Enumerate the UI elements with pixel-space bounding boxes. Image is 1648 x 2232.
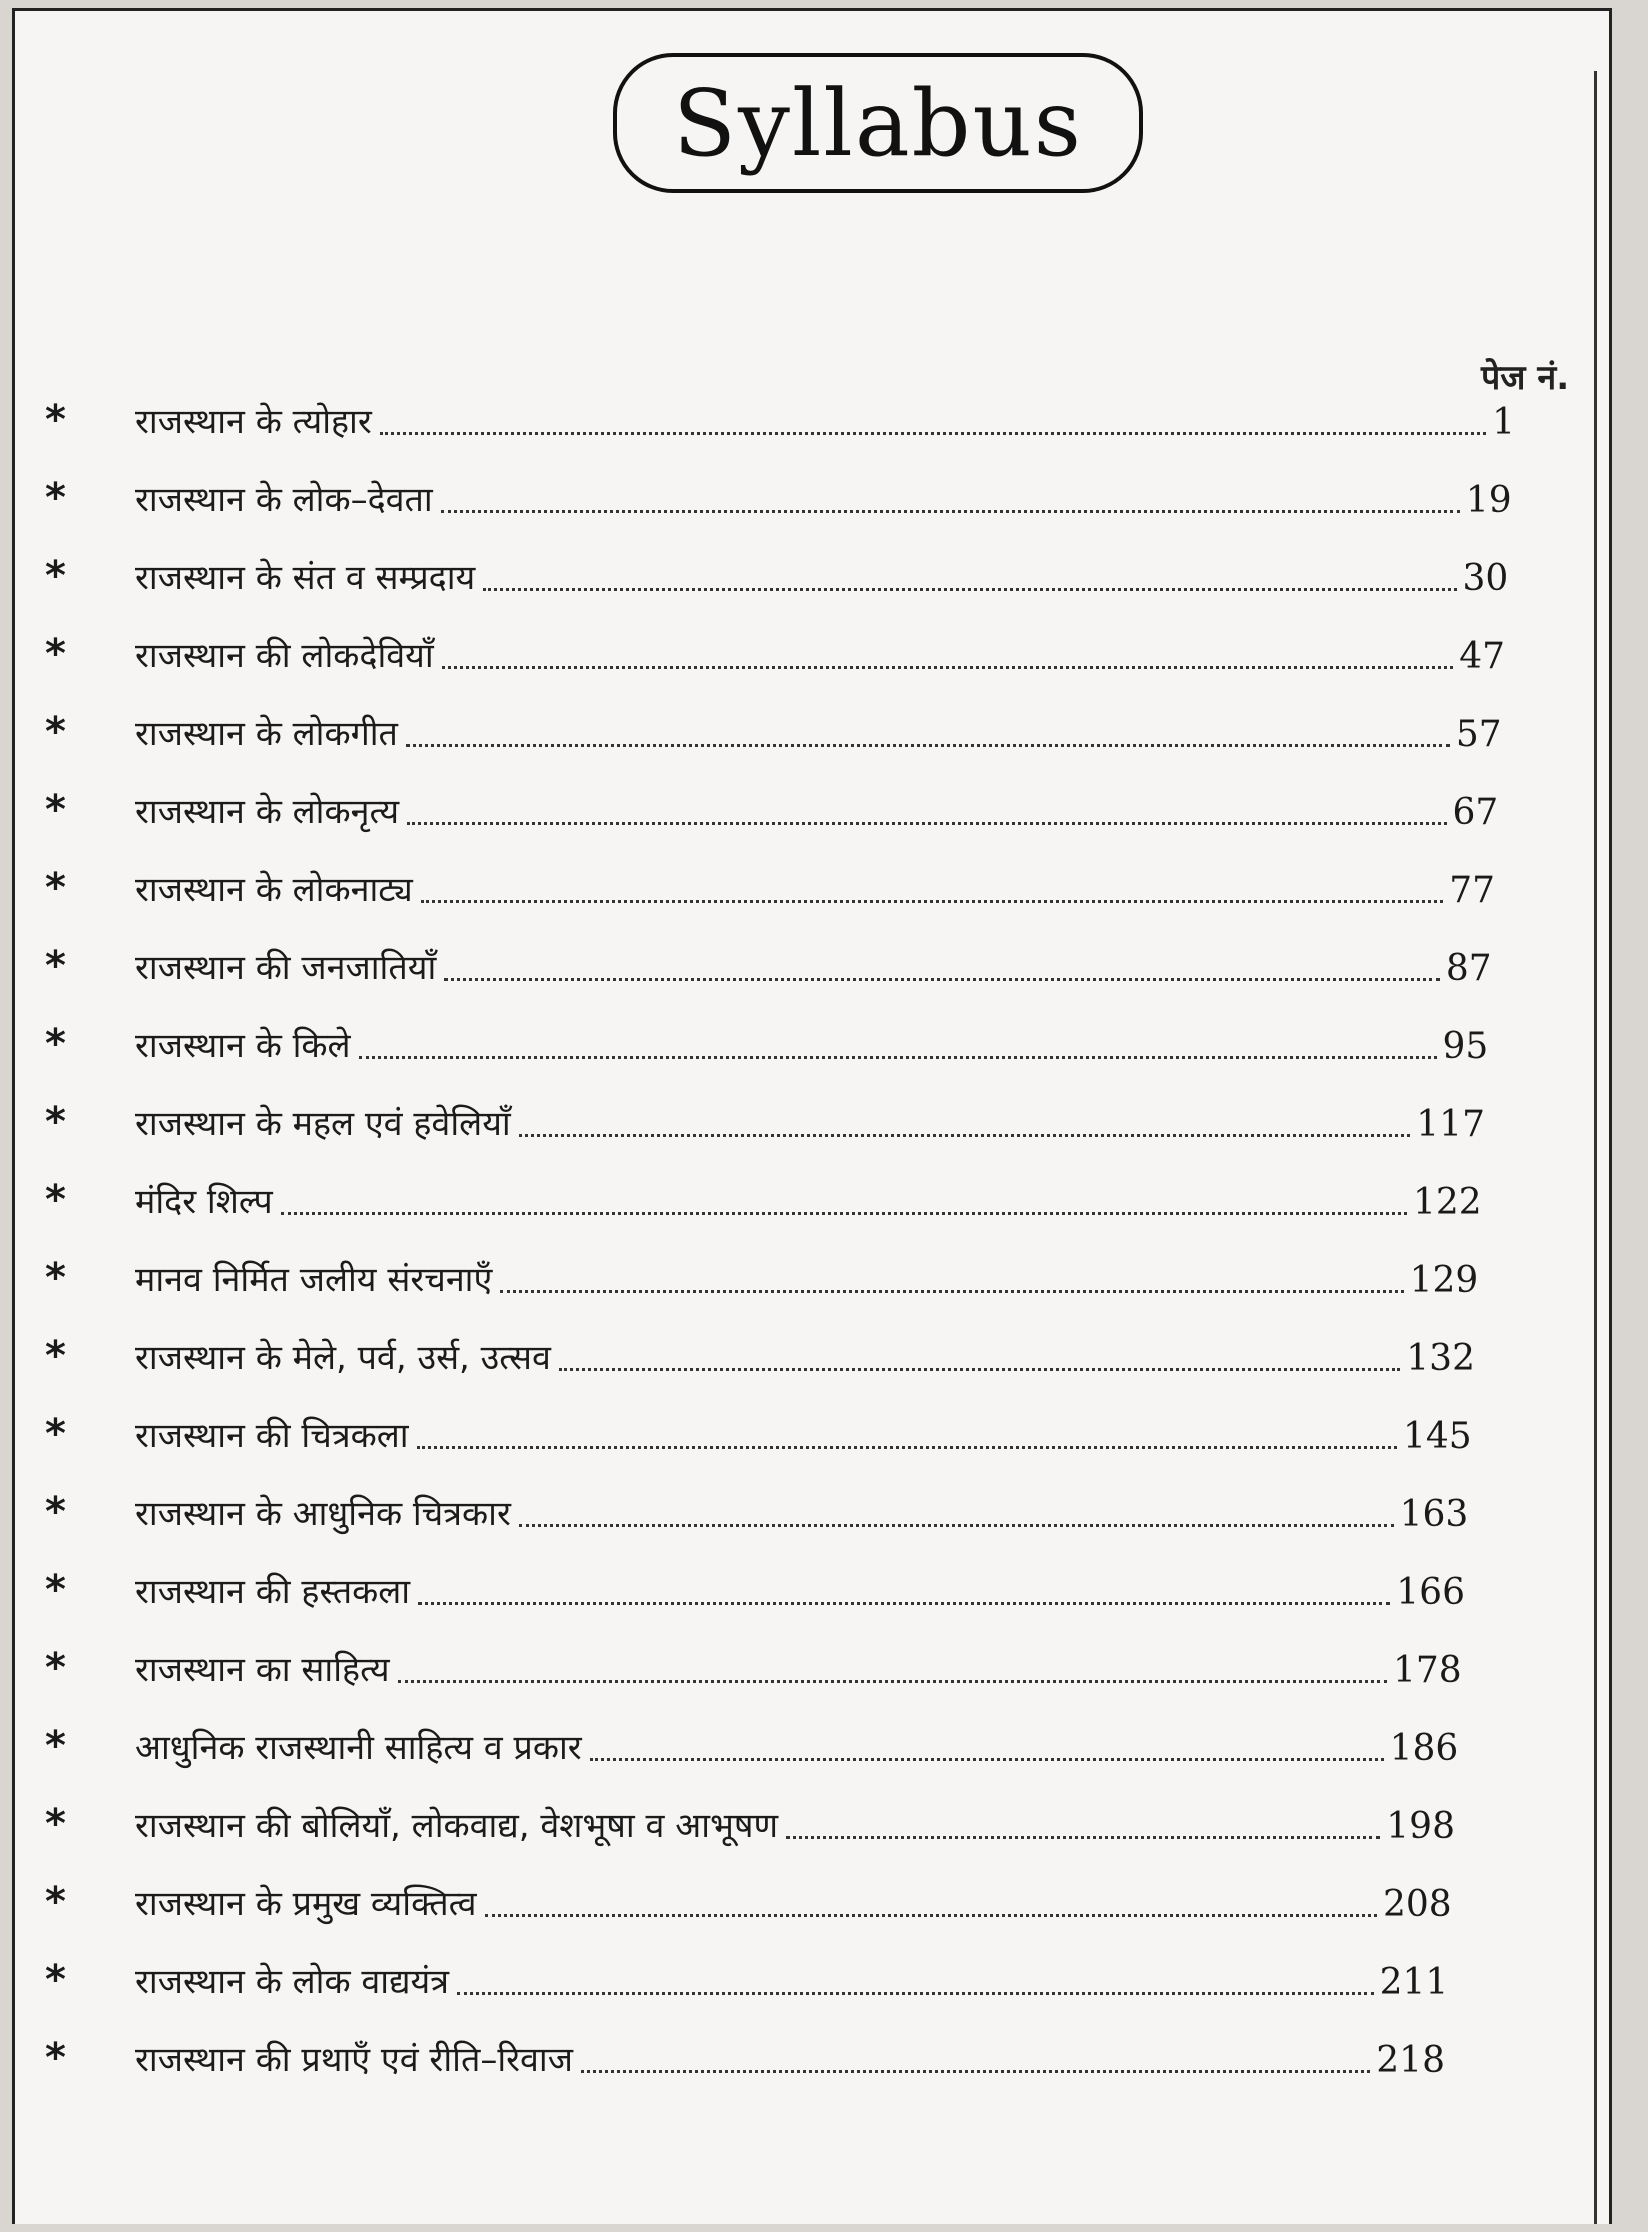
bullet-asterisk: *	[45, 1099, 66, 1145]
toc-entry	[135, 553, 1508, 599]
toc-row	[15, 1161, 1615, 1239]
toc-page-number: 47	[1459, 636, 1505, 677]
toc-page-number: 186	[1389, 1728, 1459, 1769]
bullet-asterisk: *	[45, 397, 66, 443]
toc-row	[15, 1005, 1615, 1083]
dotted-leader	[500, 1289, 1403, 1293]
toc-row	[15, 1317, 1615, 1395]
toc-row	[15, 381, 1615, 459]
bullet-asterisk: *	[45, 1333, 66, 1379]
toc-entry	[135, 631, 1505, 677]
toc-entry-title: राजस्थान के त्योहार	[135, 402, 372, 442]
toc-entry-title: राजस्थान के किले	[135, 1026, 351, 1066]
toc-entry-title: राजस्थान के लोक–देवता	[135, 480, 433, 520]
toc-page-number: 19	[1465, 480, 1512, 521]
bullet-asterisk: *	[45, 1021, 66, 1067]
dotted-leader	[380, 431, 1486, 435]
toc-entry	[135, 709, 1502, 755]
toc-entry	[135, 1957, 1448, 2003]
bullet-asterisk: *	[45, 943, 66, 989]
toc-entry	[135, 1333, 1475, 1379]
bullet-asterisk: *	[45, 1411, 66, 1457]
toc-entry-title: आधुनिक राजस्थानी साहित्य व प्रकार	[135, 1728, 582, 1768]
toc-entry	[135, 1879, 1452, 1925]
dotted-leader	[418, 1601, 1390, 1605]
toc-entry	[135, 1021, 1488, 1067]
page-number-header: पेज नं.	[1481, 358, 1570, 398]
toc-page-number: 30	[1462, 558, 1509, 599]
toc-entry-title: राजस्थान के प्रमुख व्यक्तित्व	[135, 1884, 477, 1924]
dotted-leader	[407, 821, 1446, 825]
toc-entry	[135, 1177, 1482, 1223]
toc-entry	[135, 1645, 1462, 1691]
bullet-asterisk: *	[45, 1645, 66, 1691]
bullet-asterisk: *	[45, 1723, 66, 1769]
bullet-asterisk: *	[45, 865, 66, 911]
toc-entry	[135, 2035, 1445, 2081]
toc-page-number: 122	[1412, 1182, 1482, 1223]
dotted-leader	[417, 1445, 1397, 1449]
dotted-leader	[581, 2069, 1370, 2073]
bullet-asterisk: *	[45, 631, 66, 677]
toc-entry-title: राजस्थान की लोकदेवियाँ	[135, 636, 434, 676]
dotted-leader	[485, 1913, 1377, 1917]
toc-entry-title: मानव निर्मित जलीय संरचनाएँ	[135, 1260, 493, 1300]
dotted-leader	[441, 509, 1460, 513]
dotted-leader	[519, 1523, 1394, 1527]
toc-entry	[135, 1489, 1468, 1535]
toc-entry	[135, 397, 1515, 443]
toc-row	[15, 1629, 1615, 1707]
bullet-asterisk: *	[45, 787, 66, 833]
toc-entry-title: राजस्थान के लोकगीत	[135, 714, 398, 754]
toc-entry	[135, 865, 1495, 911]
toc-page-number: 132	[1406, 1338, 1475, 1379]
toc-entry	[135, 1411, 1472, 1457]
toc-row	[15, 849, 1615, 927]
toc-row	[15, 1083, 1615, 1161]
toc-page-number: 163	[1399, 1494, 1469, 1535]
toc-entry-title: राजस्थान की हस्तकला	[135, 1572, 411, 1612]
toc-page-number: 1	[1492, 402, 1515, 443]
dotted-leader	[421, 899, 1443, 903]
toc-row	[15, 459, 1615, 537]
dotted-leader	[590, 1757, 1384, 1761]
toc-page-number: 145	[1402, 1416, 1472, 1457]
toc-page-number: 117	[1416, 1104, 1485, 1145]
toc-entry	[135, 1723, 1458, 1769]
dotted-leader	[559, 1367, 1400, 1371]
dotted-leader	[519, 1133, 1411, 1137]
toc-row	[15, 2019, 1615, 2097]
toc-row	[15, 1941, 1615, 2019]
dotted-leader	[442, 665, 1454, 669]
toc-entry-title: राजस्थान के लोकनाट्य	[135, 870, 413, 910]
toc-entry-title: राजस्थान की बोलियाँ, लोकवाद्य, वेशभूषा व आभूषण	[135, 1806, 779, 1846]
title-frame	[613, 53, 1143, 193]
dotted-leader	[359, 1055, 1437, 1059]
toc-entry	[135, 1255, 1478, 1301]
toc-page-number: 166	[1396, 1572, 1465, 1613]
toc-row	[15, 927, 1615, 1005]
toc-row	[15, 1395, 1615, 1473]
dotted-leader	[406, 743, 1450, 747]
toc-row	[15, 771, 1615, 849]
toc-entry	[135, 1099, 1485, 1145]
toc-page-number: 208	[1382, 1884, 1452, 1925]
toc-entry	[135, 1567, 1465, 1613]
toc-entry-title: राजस्थान के संत व सम्प्रदाय	[135, 558, 476, 598]
toc-row	[15, 693, 1615, 771]
toc-entry-title: राजस्थान के आधुनिक चित्रकार	[135, 1494, 511, 1534]
toc-page-number: 95	[1442, 1026, 1489, 1067]
toc-page-number: 77	[1449, 870, 1495, 911]
toc-row	[15, 1707, 1615, 1785]
toc-row	[15, 1863, 1615, 1941]
bullet-asterisk: *	[45, 1957, 66, 2003]
toc-page-number: 218	[1376, 2040, 1445, 2081]
toc-entry	[135, 787, 1498, 833]
dotted-leader	[281, 1211, 1407, 1215]
bullet-asterisk: *	[45, 1177, 66, 1223]
dotted-leader	[398, 1679, 1387, 1683]
toc-entry-title: राजस्थान के महल एवं हवेलियाँ	[135, 1104, 511, 1144]
toc-page-number: 211	[1379, 1962, 1449, 2003]
toc-page-number: 178	[1392, 1650, 1462, 1691]
dotted-leader	[786, 1835, 1380, 1839]
toc-entry	[135, 943, 1492, 989]
toc-page-number: 129	[1409, 1260, 1479, 1301]
toc-row	[15, 1239, 1615, 1317]
dotted-leader	[444, 977, 1440, 981]
toc-row	[15, 1551, 1615, 1629]
bullet-asterisk: *	[45, 709, 66, 755]
dotted-leader	[483, 587, 1456, 591]
bullet-asterisk: *	[45, 1489, 66, 1535]
toc-page-number: 67	[1452, 792, 1499, 833]
bullet-asterisk: *	[45, 1567, 66, 1613]
toc-row	[15, 537, 1615, 615]
page-title: Syllabus	[672, 69, 1084, 177]
toc-row	[15, 1473, 1615, 1551]
bullet-asterisk: *	[45, 1255, 66, 1301]
toc-entry-title: मंदिर शिल्प	[135, 1182, 273, 1222]
toc-page-number: 57	[1455, 714, 1502, 755]
bullet-asterisk: *	[45, 1879, 66, 1925]
toc-row	[15, 615, 1615, 693]
toc-entry-title: राजस्थान के लोक वाद्ययंत्र	[135, 1962, 450, 2002]
toc-entry-title: राजस्थान की जनजातियाँ	[135, 948, 437, 988]
toc-page-number: 198	[1386, 1806, 1455, 1847]
toc-entry	[135, 475, 1512, 521]
document-page	[12, 8, 1612, 2224]
toc-entry-title: राजस्थान की प्रथाएँ एवं रीति–रिवाज	[135, 2040, 573, 2080]
toc-entry	[135, 1801, 1455, 1847]
toc-entry-title: राजस्थान के मेले, पर्व, उर्स, उत्सव	[135, 1338, 551, 1378]
dotted-leader	[457, 1991, 1374, 1995]
toc-entry-title: राजस्थान का साहित्य	[135, 1650, 390, 1690]
bullet-asterisk: *	[45, 553, 66, 599]
toc-page-number: 87	[1445, 948, 1492, 989]
bullet-asterisk: *	[45, 475, 66, 521]
toc-entry-title: राजस्थान के लोकनृत्य	[135, 792, 400, 832]
bullet-asterisk: *	[45, 2035, 66, 2081]
toc-entry-title: राजस्थान की चित्रकला	[135, 1416, 409, 1456]
bullet-asterisk: *	[45, 1801, 66, 1847]
toc-row	[15, 1785, 1615, 1863]
